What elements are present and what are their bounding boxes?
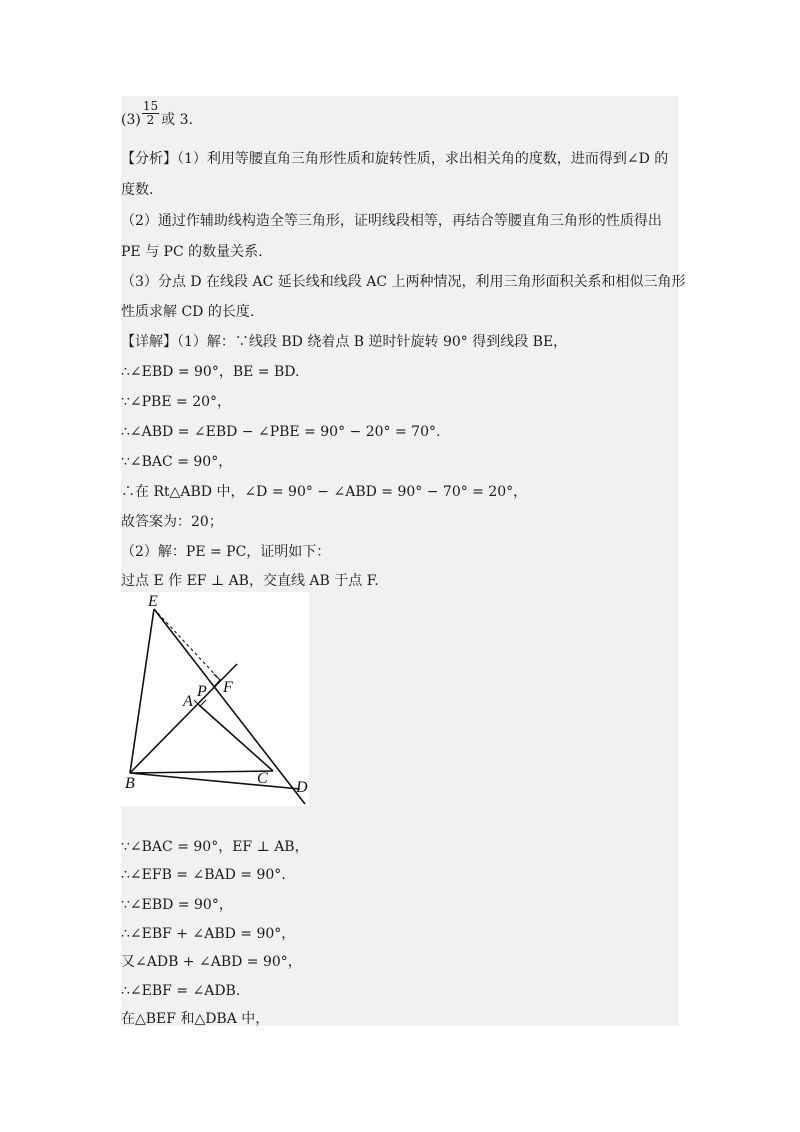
label-E: E — [148, 593, 158, 610]
proof-step-2: ∵∠PBE = 20°， — [121, 394, 232, 410]
proof-line-3: ∵∠EBD = 90°， — [121, 897, 233, 913]
geometry-diagram — [121, 592, 309, 806]
proof-step-1: ∴∠EBD = 90°，BE = BD. — [121, 364, 300, 380]
answer-part3 — [121, 100, 193, 129]
fraction-numerator: 15 — [142, 99, 159, 113]
geometry-figure — [121, 592, 309, 806]
analysis-line-3b: 性质求解 CD 的长度. — [121, 304, 255, 320]
proof-line-2: ∴∠EFB = ∠BAD = 90°. — [121, 867, 286, 883]
analysis-line-2b: PE 与 PC 的数量关系. — [121, 244, 263, 260]
part-label: (3) — [121, 112, 141, 128]
analysis-line-2: （2）通过作辅助线构造全等三角形，证明线段相等，再结合等腰直角三角形的性质得出 — [121, 213, 662, 229]
label-C: C — [257, 770, 268, 787]
label-B: B — [125, 775, 135, 792]
line-ED — [154, 609, 305, 804]
proof-step-4: ∵∠BAC = 90°， — [121, 454, 233, 470]
proof-step-5: ∴在 Rt△ABD 中，∠D = 90° − ∠ABD = 90° − 70° = 20°， — [121, 484, 528, 500]
document-page — [121, 96, 679, 1026]
proof-step-3: ∴∠ABD = ∠EBD − ∠PBE = 90° − 20° = 70°. — [121, 424, 441, 440]
detail-line-2: （2）解：PE = PC，证明如下： — [121, 544, 331, 560]
detail-line-1: 【详解】（1）解：∵线段 BD 绕着点 B 逆时针旋转 90° 得到线段 BE， — [121, 334, 568, 350]
answer-line-1: 故答案为：20； — [121, 514, 223, 530]
analysis-line-1b: 度数. — [121, 182, 154, 198]
proof-line-1: ∵∠BAC = 90°，EF ⊥ AB， — [121, 839, 309, 855]
fraction-denominator: 2 — [146, 113, 155, 127]
proof-line-6: ∴∠EBF = ∠ADB. — [121, 983, 241, 999]
analysis-line-1: 【分析】（1）利用等腰直角三角形性质和旋转性质，求出相关角的度数，进而得到∠D 的 — [121, 151, 669, 167]
construction-line: 过点 E 作 EF ⊥ AB，交直线 AB 于点 F. — [121, 573, 379, 589]
segment-BD — [130, 773, 300, 789]
analysis-line-3: （3）分点 D 在线段 AC 延长线和线段 AC 上两种情况，利用三角形面积关系和相似三角形 — [121, 274, 686, 290]
label-F: F — [223, 679, 233, 696]
proof-line-4: ∴∠EBF + ∠ABD = 90°， — [121, 926, 296, 942]
dashed-EF — [154, 609, 221, 681]
proof-line-7: 在△BEF 和△DBA 中， — [121, 1011, 270, 1027]
label-A: A — [183, 693, 193, 710]
segment-BC — [130, 771, 273, 773]
fraction — [142, 100, 159, 127]
segment-EB — [130, 609, 154, 773]
label-D: D — [296, 779, 308, 796]
label-P: P — [197, 683, 207, 700]
answer-suffix: 或 3. — [161, 112, 193, 128]
proof-line-5: 又∠ADB + ∠ABD = 90°， — [121, 954, 302, 970]
